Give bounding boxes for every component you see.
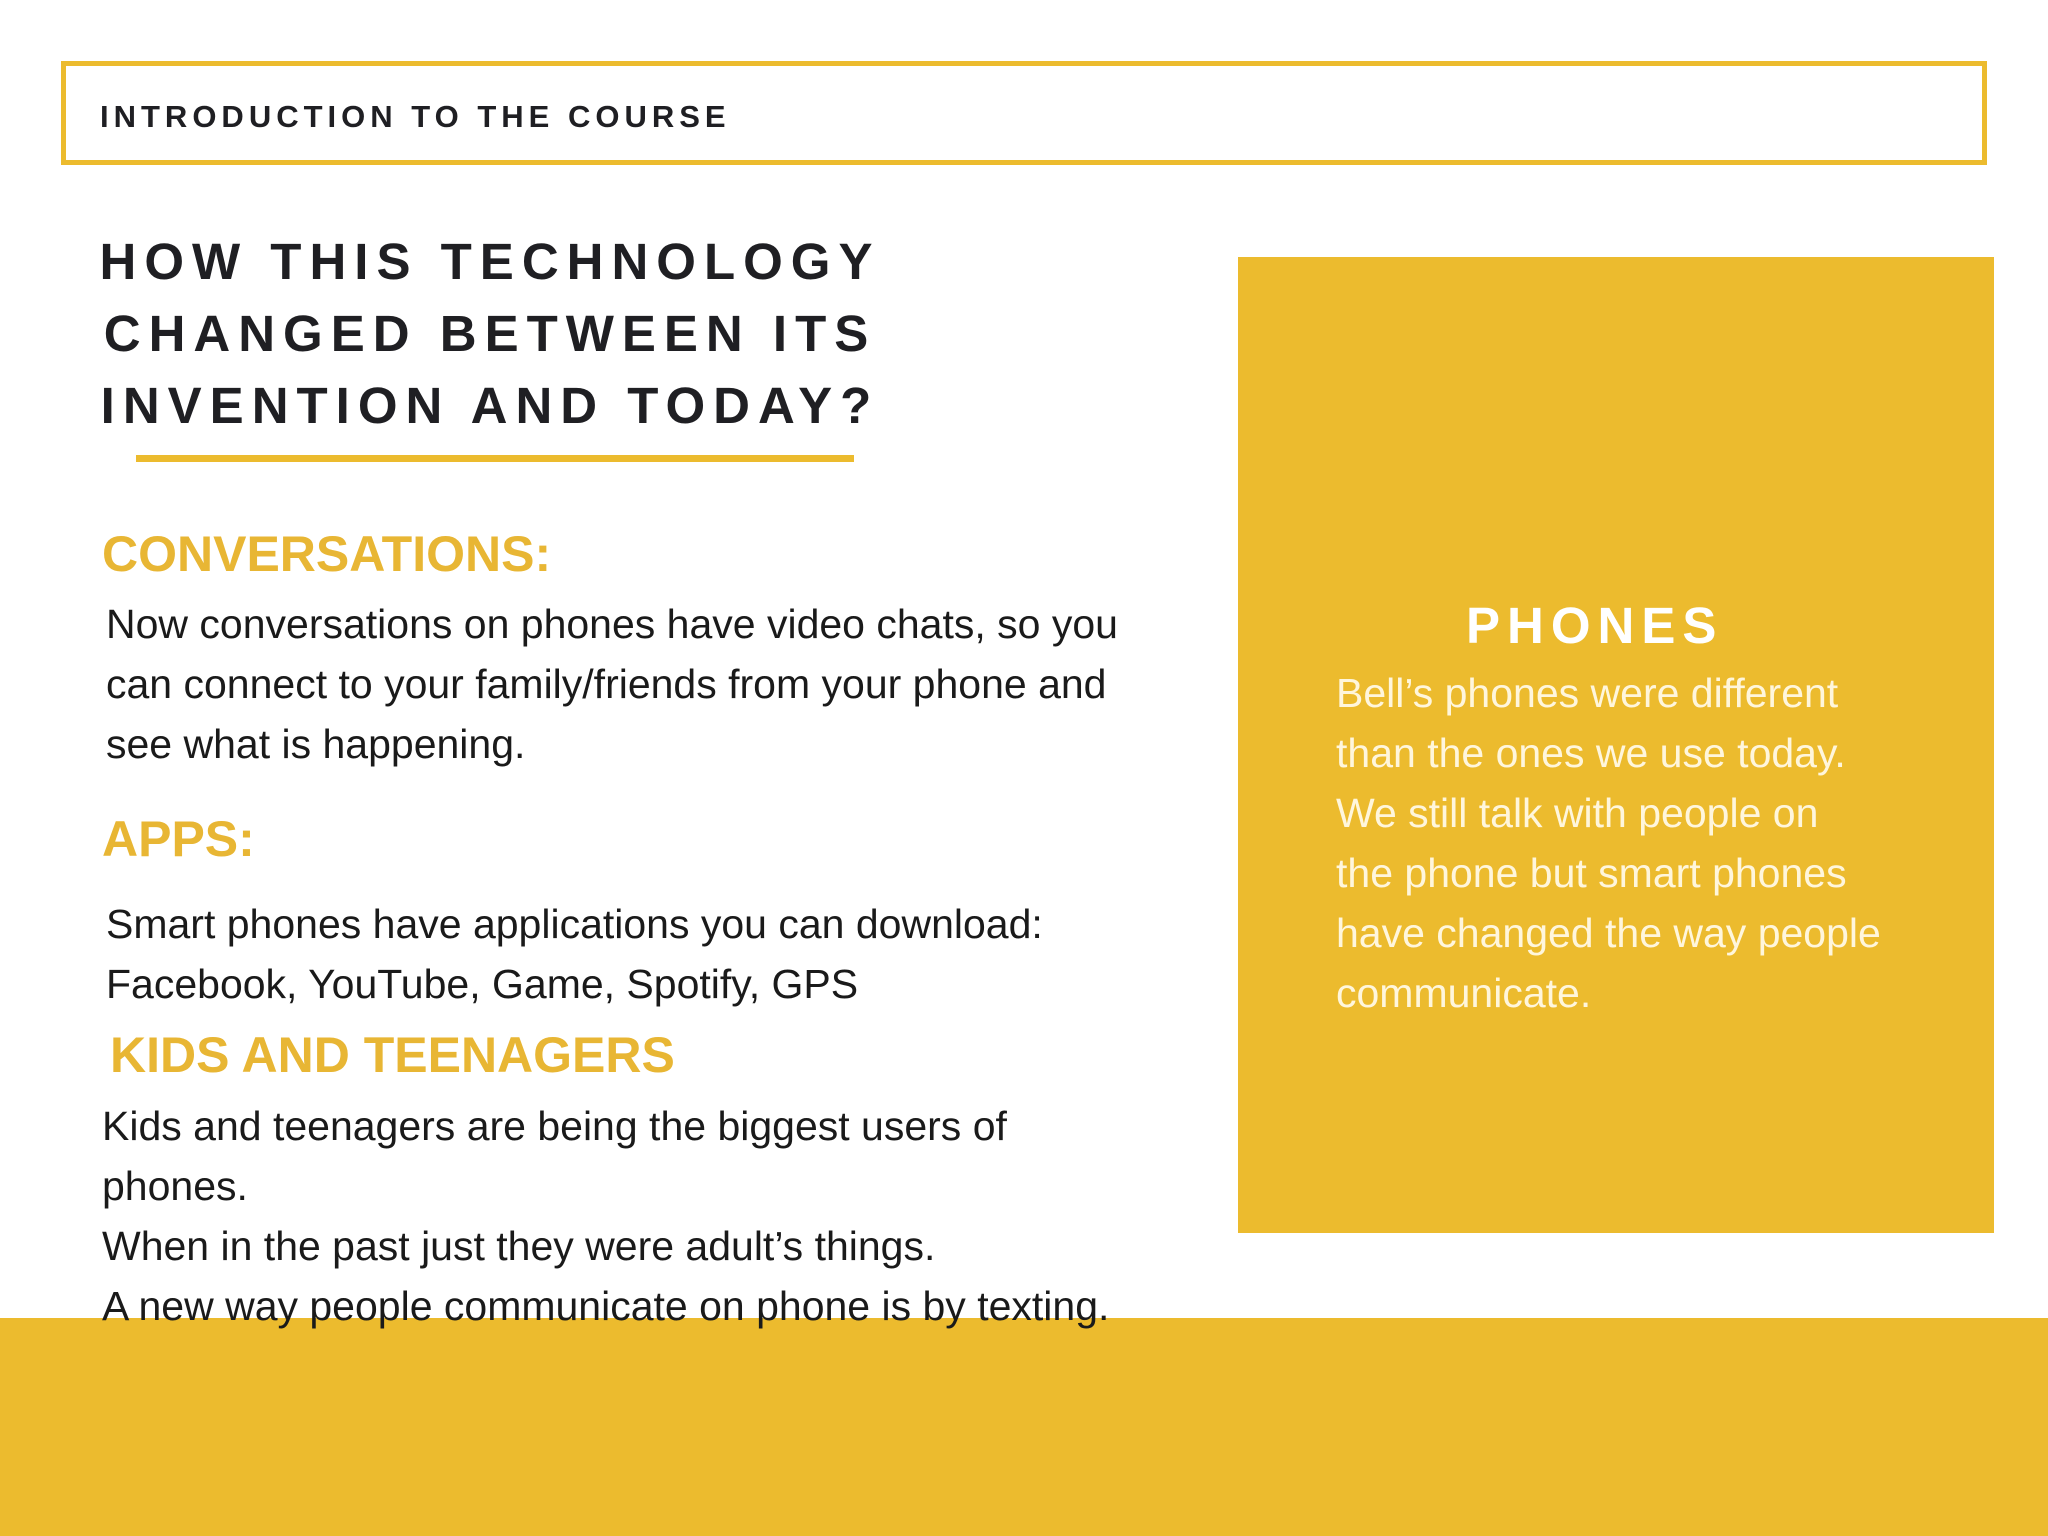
phones-panel-title: PHONES xyxy=(1466,597,1724,654)
apps-heading: APPS: xyxy=(102,811,255,867)
kids-line-2: phones. xyxy=(102,1163,248,1209)
panel-line-2: than the ones we use today. xyxy=(1336,730,1846,776)
apps-line-2: Facebook, YouTube, Game, Spotify, GPS xyxy=(106,961,859,1007)
conversations-text xyxy=(106,594,1118,774)
conversations-heading: CONVERSATIONS: xyxy=(102,526,552,582)
panel-line-3: We still talk with people on xyxy=(1336,790,1819,836)
title-underline xyxy=(136,455,854,462)
conversations-line-3: see what is happening. xyxy=(106,721,526,767)
kids-line-4: A new way people communicate on phone is by texting. xyxy=(102,1283,1110,1329)
panel-line-6: communicate. xyxy=(1336,970,1592,1016)
conversations-line-1: Now conversations on phones have video chats, so you xyxy=(106,601,1118,647)
apps-text xyxy=(106,894,1043,1014)
panel-line-5: have changed the way people xyxy=(1336,910,1881,956)
kids-line-3: When in the past just they were adult’s things. xyxy=(102,1223,936,1269)
kids-heading: KIDS AND TEENAGERS xyxy=(110,1027,675,1083)
kids-line-1: Kids and teenagers are being the biggest users of xyxy=(102,1103,1007,1149)
bottom-band xyxy=(0,1318,2048,1536)
main-title-line-3: INVENTION AND TODAY? xyxy=(100,377,880,434)
conversations-line-2: can connect to your family/friends from your phone and xyxy=(106,661,1107,707)
panel-line-1: Bell’s phones were different xyxy=(1336,670,1839,716)
main-title-line-1: HOW THIS TECHNOLOGY xyxy=(99,233,881,290)
phones-panel-text xyxy=(1336,663,1881,1023)
main-title xyxy=(80,226,900,442)
kids-text xyxy=(102,1096,1109,1336)
main-title-line-2: CHANGED BETWEEN ITS xyxy=(103,305,877,362)
apps-line-1: Smart phones have applications you can download: xyxy=(106,901,1043,947)
panel-line-4: the phone but smart phones xyxy=(1336,850,1847,896)
header-title: INTRODUCTION TO THE COURSE xyxy=(100,99,731,134)
